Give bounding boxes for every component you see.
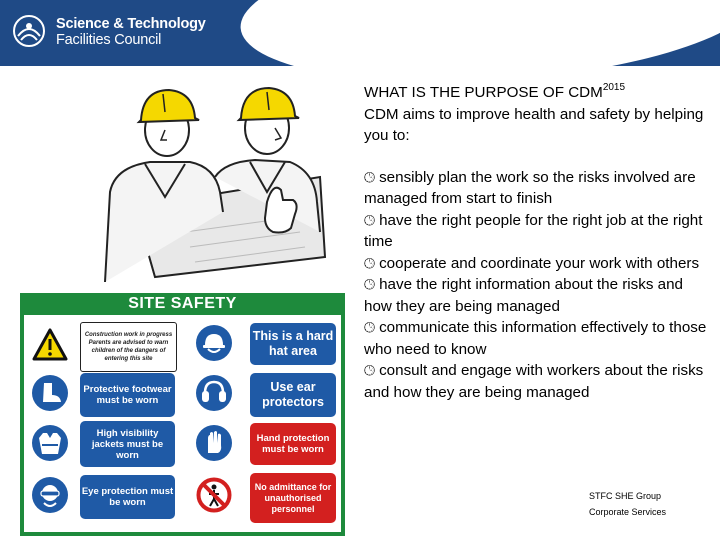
footer-line1: STFC SHE Group [589, 491, 662, 501]
ear-protector-icon [196, 375, 232, 411]
slide-title-text: WHAT IS THE PURPOSE OF CDM [364, 84, 603, 101]
bullet-item: 🕒︎ communicate this information effectively to those who need to know [364, 319, 707, 358]
bullet-list [364, 167, 714, 404]
bullet-item: 🕒︎ sensibly plan the work so the risks involved are managed from start to finish [364, 168, 696, 207]
slide-intro: CDM aims to improve health and safety by helping you to: [364, 105, 704, 144]
site-safety-sign [20, 293, 345, 536]
footwear-text: Protective footwear must be worn [80, 373, 175, 417]
sign-title: SITE SAFETY [128, 295, 237, 312]
hands-text: Hand protection must be worn [250, 423, 336, 465]
slide-title [364, 82, 714, 104]
eye-protection-icon [32, 477, 68, 513]
footer-line2: Corporate Services [589, 507, 667, 517]
header-band [0, 0, 720, 66]
hivis-text: High visibility jackets must be worn [80, 421, 175, 467]
warning-text: Construction work in progress Parents are advised to warn children of the dangers of entering this site [80, 322, 177, 372]
org-name [56, 16, 206, 48]
footwear-icon [32, 375, 68, 411]
gloves-icon [196, 425, 232, 461]
hard-hat-text: This is a hard hat area [250, 323, 336, 365]
bullet-item: 🕒︎ consult and engage with workers about the risks and how they are being managed [364, 362, 704, 401]
slide-content [364, 82, 714, 403]
warning-triangle-icon [32, 327, 68, 363]
clock-icon: 🕒︎ [364, 254, 376, 271]
bullet-item: 🕒︎ have the right people for the right job at the right time [364, 211, 703, 250]
clock-icon: 🕒︎ [364, 211, 376, 228]
clock-icon: 🕒︎ [364, 319, 376, 335]
sign-body [24, 315, 341, 532]
slide-title-year: 2015 [602, 82, 626, 93]
clock-icon: 🕒︎ [364, 362, 376, 378]
workers-illustration [95, 82, 335, 282]
org-name-line1: Science & Technology [56, 16, 206, 32]
bullet-item: 🕒︎ cooperate and coordinate your work with others [364, 254, 700, 272]
clock-icon: 🕒︎ [364, 276, 376, 292]
no-admittance-icon [196, 477, 232, 513]
ear-text: Use ear protectors [250, 373, 336, 417]
org-name-line2: Facilities Council [56, 32, 162, 48]
no-admittance-text: No admittance for unauthorised personnel [250, 473, 336, 523]
hi-vis-jacket-icon [32, 425, 68, 461]
eye-text: Eye protection must be worn [80, 475, 175, 519]
footer [589, 488, 666, 520]
header-curve [236, 0, 720, 66]
bullet-item: 🕒︎ have the right information about the risks and how they are being managed [364, 276, 684, 315]
clock-icon: 🕒︎ [364, 168, 376, 185]
stfc-logo-icon [12, 14, 46, 48]
hard-hat-icon [196, 325, 232, 361]
